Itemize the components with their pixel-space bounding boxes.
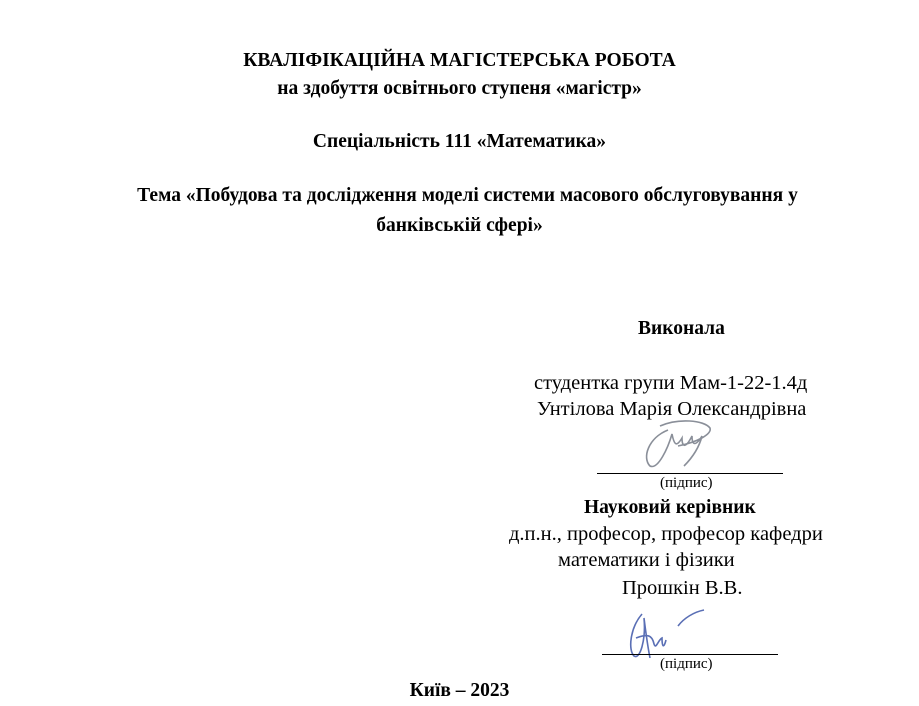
place-year: Київ – 2023 (409, 680, 510, 701)
author-heading: Виконала (638, 318, 725, 339)
author-group: студентка групи Мам-1-22-1.4д (534, 372, 808, 394)
supervisor-name: Прошкін В.В. (622, 577, 743, 599)
document-title: КВАЛІФІКАЦІЙНА МАГІСТЕРСЬКА РОБОТА (243, 50, 676, 71)
specialty: Спеціальність 111 «Математика» (312, 131, 607, 152)
topic-line-2: банківській сфері» (376, 215, 543, 236)
supervisor-signature-caption: (підпис) (660, 656, 713, 672)
author-signature (638, 418, 718, 470)
supervisor-signature-line (602, 654, 778, 655)
author-signature-line (597, 473, 783, 474)
author-name: Унтілова Марія Олександрівна (537, 398, 807, 420)
topic-line-1: Тема «Побудова та дослідження моделі системи масового обслуговування у (137, 185, 798, 206)
supervisor-position-2: математики і фізики (558, 549, 735, 571)
author-signature-caption: (підпис) (660, 475, 713, 491)
document-subtitle: на здобуття освітнього ступеня «магістр» (277, 78, 642, 99)
supervisor-position-1: д.п.н., професор, професор кафедри (509, 523, 823, 545)
supervisor-heading: Науковий керівник (584, 497, 756, 518)
